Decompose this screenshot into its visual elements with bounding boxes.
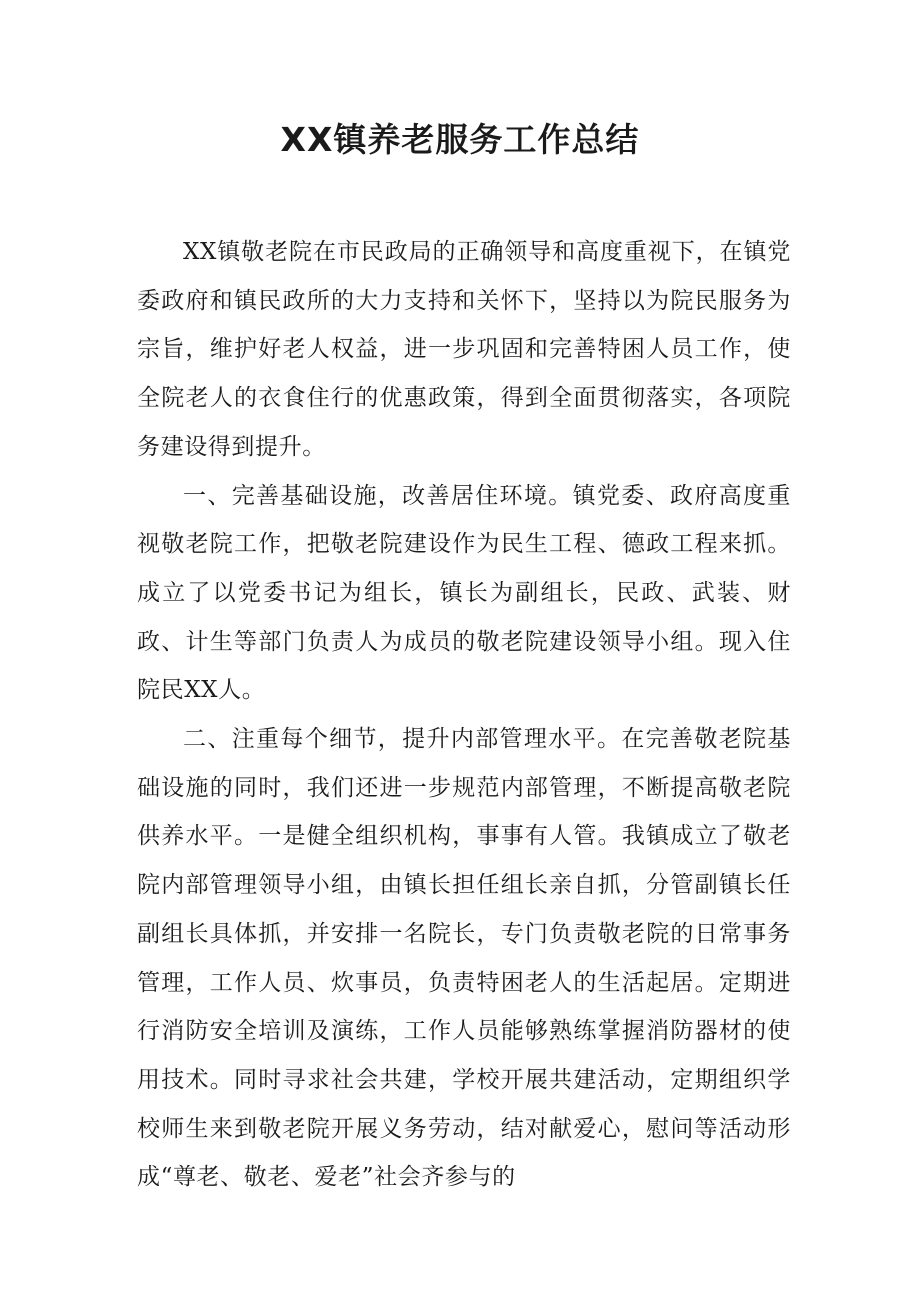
paragraph-section-1: 一、完善基础设施，改善居住环境。镇党委、政府高度重视敬老院工作，把敬老院建设作为民生工程、德政工程来抓。成立了以党委书记为组长，镇长为副组长，民政、武装、财政、计生等部门负责人为成员的敬老院建设领导小组。现入住院民XX人。 — [137, 482, 791, 704]
paragraph-intro: XX镇敬老院在市民政局的正确领导和高度重视下，在镇党委政府和镇民政所的大力支持和关怀下，坚持以为院民服务为宗旨，维护好老人权益，进一步巩固和完善特困人员工作，使全院老人的衣食住行的优惠政策，得到全面贯彻落实，各项院务建设得到提升。 — [137, 239, 791, 460]
document-title: XX镇养老服务工作总结 — [280, 120, 640, 159]
paragraph-section-2: 二、注重每个细节，提升内部管理水平。在完善敬老院基础设施的同时，我们还进一步规范内部管理，不断提高敬老院供养水平。一是健全组织机构，事事有人管。我镇成立了敬老院内部管理领导小组，由镇长担任组长亲自抓，分管副镇长任副组长具体抓，并安排一名院长，专门负责敬老院的日常事务管理，工作人员、炊事员，负责特困老人的生活起居。定期进行消防安全培训及演练，工作人员能够熟练掌握消防器材的使用技术。同时寻求社会共建，学校开展共建活动，定期组织学校师生来到敬老院开展义务劳动，结对献爱心，慰问等活动形成“尊老、敬老、爱老”社会齐参与的 — [137, 726, 791, 1191]
document-body — [137, 228, 791, 1202]
